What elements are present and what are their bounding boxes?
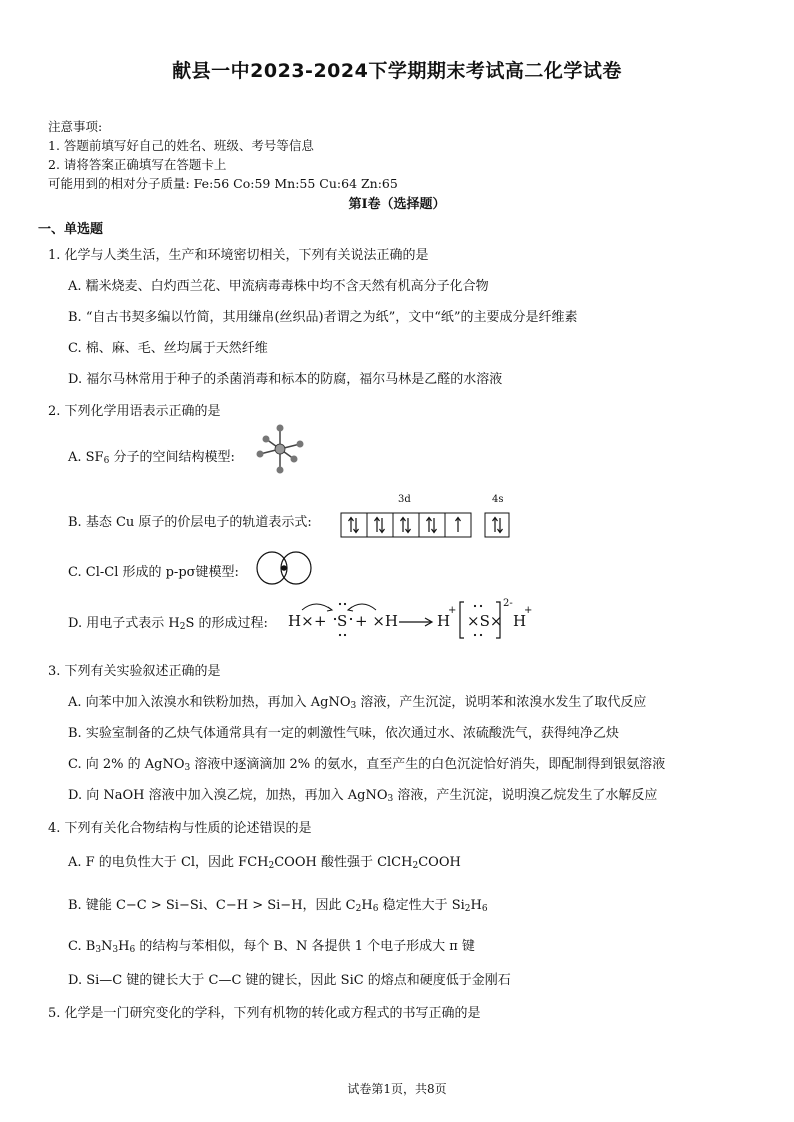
q3-c-sub: 3 [184,763,191,773]
sf6-model-icon [252,424,308,474]
h2s-electron-formula [286,596,546,640]
q4-option-c [68,935,475,955]
q4-b-mid3: H [470,898,482,913]
q4-c-sub1: 3 [95,945,102,955]
q2-a-sub: 6 [103,456,110,466]
q4-c-sub2: 3 [112,945,119,955]
eq-electron-dots-and-arrows [286,596,546,640]
q3-option-c [68,753,665,773]
q4-a-sub2: 2 [412,861,419,871]
orbital-label-3d: 3d [398,494,411,505]
q4-c-mid1: N [101,939,113,954]
q4-option-a [68,851,461,871]
q3-c-text: 溶液中逐滴滴加 2% 的氨水，直至产生的白色沉淀恰好消失，即配制得到银氨溶液 [190,757,666,772]
q4-b-mid2: 稳定性大于 Si [378,898,465,913]
volume-title: 第Ⅰ卷（选择题） [348,197,446,212]
q4-c-sub3: 6 [129,945,136,955]
eq-plus-h-right: + ×H [355,612,398,630]
section-title: 一、单选题 [38,222,104,237]
q2-stem: 2. 下列化学用语表示正确的是 [48,404,221,419]
q4-a-post: COOH [418,855,461,870]
p-p-sigma-bond-icon [254,550,314,586]
q2-d-text: S 的形成过程: [185,616,268,631]
q3-d-prefix: D. 向 NaOH 溶液中加入溴乙烷，加热，再加入 AgNO [68,788,388,803]
q4-a-sub1: 2 [268,861,275,871]
q2-a-prefix: A. [68,450,86,465]
eq-h-ion: H [437,612,451,630]
notes-line-1: 1. 答题前填写好自己的姓名、班级、考号等信息 [48,138,314,153]
q4-b-sub4: 6 [481,904,488,914]
orbital-label-4s: 4s [492,494,504,505]
q3-option-b: B. 实验室制备的乙炔气体通常具有一定的刺激性气味，依次通过水、浓硫酸洗气，获得纯净乙炔 [68,726,619,741]
q4-a-prefix: A. F 的电负性大于 Cl，因此 FCH [68,855,269,870]
notes-line-2: 2. 请将答案正确填写在答题卡上 [48,157,227,172]
q4-stem: 4. 下列有关化合物结构与性质的论述错误的是 [48,821,312,836]
q4-option-d: D. Si—C 键的键长大于 C—C 键的键长，因此 SiC 的熔点和硬度低于金刚石 [68,973,511,988]
q4-b-mid1: H [361,898,373,913]
q2-option-c: C. Cl-Cl 形成的 p-pσ键模型: [68,565,239,580]
exam-title: 献县一中2023-2024下学期期末考试高二化学试卷 [172,60,622,82]
notes-heading: 注意事项: [48,119,103,134]
page-footer: 试卷第1页，共8页 [347,1082,447,1096]
eq-s-atom: S [337,612,348,630]
eq-h-ion-right: H [513,612,527,630]
q4-c-post: 的结构与苯相似，每个 B、N 各提供 1 个电子形成大 π 键 [135,939,475,954]
eq-s-ion: ×S× [467,612,503,630]
q4-b-sub3: 2 [464,904,471,914]
q3-a-text: 溶液，产生沉淀，说明苯和浓溴水发生了取代反应 [356,695,647,710]
q2-a-text: 分子的空间结构模型: [109,450,235,465]
eq-s-ion-charge: 2- [503,598,513,609]
q1-option-d: D. 福尔马林常用于种子的杀菌消毒和标本的防腐，福尔马林是乙醛的水溶液 [68,372,503,387]
eq-h-ion-right-charge: + [524,605,533,616]
q2-d-prefix: D. 用电子式表示 H [68,616,180,631]
q4-b-sub2: 6 [372,904,379,914]
q4-b-sub1: 2 [355,904,362,914]
q3-a-prefix: A. 向苯中加入浓溴水和铁粉加热，再加入 AgNO [68,695,351,710]
q4-a-mid: COOH 酸性强于 ClCH [274,855,413,870]
cu-orbital-diagram [340,511,515,539]
q1-option-b: B. “自古书契多编以竹简，其用缣帛(丝织品)者谓之为纸”，文中“纸”的主要成分是纤维素 [68,310,578,325]
q3-stem: 3. 下列有关实验叙述正确的是 [48,664,221,679]
q4-b-prefix: B. 键能 C−C > Si−Si、C−H > Si−H，因此 C [68,898,356,913]
notes-line-3: 可能用到的相对分子质量: Fe:56 Co:59 Mn:55 Cu:64 Zn:65 [48,176,398,191]
q2-d-sub: 2 [179,622,186,632]
q4-c-mid2: H [118,939,130,954]
q2-option-d [68,612,268,632]
q3-option-a [68,691,646,711]
q4-option-b [68,894,488,914]
q1-stem: 1. 化学与人类生活，生产和环境密切相关，下列有关说法正确的是 [48,248,429,263]
eq-h-ion-charge: + [448,605,457,616]
q3-d-sub: 3 [387,794,394,804]
eq-h-left: H× [288,612,314,630]
q3-option-d [68,784,657,804]
exam-notes [48,117,398,193]
q2-a-formula: SF [85,450,104,465]
q2-option-b: B. 基态 Cu 原子的价层电子的轨道表示式: [68,515,312,530]
q4-c-prefix: C. B [68,939,96,954]
q3-c-prefix: C. 向 2% 的 AgNO [68,757,185,772]
q2-option-a [68,446,235,466]
q1-option-a: A. 糯米烧麦、白灼西兰花、甲流病毒毒株中均不含天然有机高分子化合物 [68,279,489,294]
q5-stem: 5. 化学是一门研究变化的学科，下列有机物的转化或方程式的书写正确的是 [48,1006,481,1021]
q1-option-c: C. 棉、麻、毛、丝均属于天然纤维 [68,341,268,356]
q3-a-sub: 3 [350,701,357,711]
q3-d-text: 溶液，产生沉淀，说明溴乙烷发生了水解反应 [393,788,658,803]
eq-plus-1: + [314,612,327,630]
